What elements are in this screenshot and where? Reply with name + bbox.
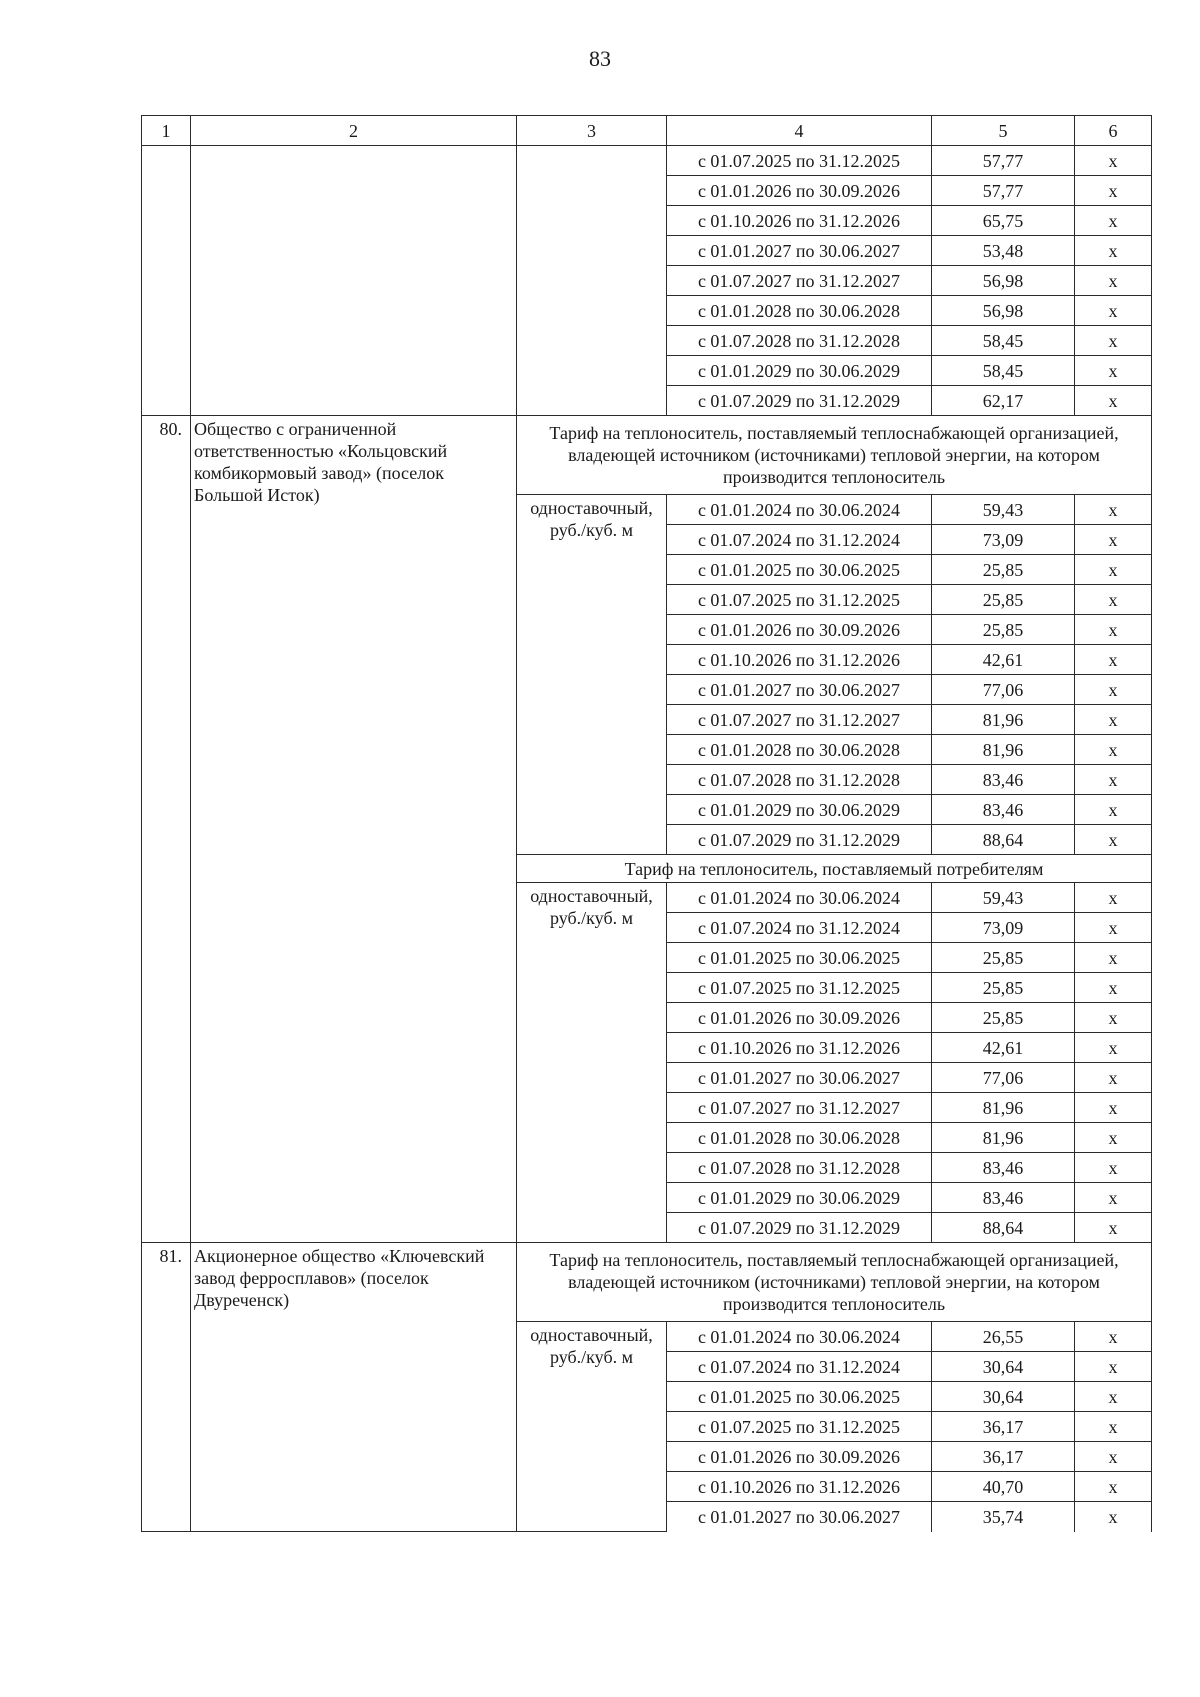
period-cell: с 01.01.2024 по 30.06.2024	[667, 1322, 932, 1352]
mark-cell: x	[1075, 1352, 1152, 1382]
period-cell: с 01.01.2024 по 30.06.2024	[667, 883, 932, 913]
period-cell: с 01.01.2025 по 30.06.2025	[667, 1382, 932, 1412]
mark-cell: x	[1075, 1033, 1152, 1063]
mark-cell: x	[1075, 1472, 1152, 1502]
period-cell: с 01.07.2029 по 31.12.2029	[667, 386, 932, 416]
mark-cell: x	[1075, 913, 1152, 943]
organization-name: Акционерное общество «Ключевский завод ферросплавов» (поселок Двуреченск)	[191, 1243, 517, 1532]
tariff-value-cell: 73,09	[932, 913, 1075, 943]
mark-cell: x	[1075, 585, 1152, 615]
mark-cell: x	[1075, 1382, 1152, 1412]
organization-name: Общество с ограниченной ответственностью «Кольцовский комбикормовый завод» (поселок Большой Исток)	[191, 416, 517, 1243]
mark-cell: x	[1075, 1153, 1152, 1183]
blank-cell	[517, 146, 667, 416]
period-cell: с 01.10.2026 по 31.12.2026	[667, 1472, 932, 1502]
tariff-table	[141, 115, 1152, 1532]
tariff-value-cell: 88,64	[932, 825, 1075, 855]
tariff-value-cell: 73,09	[932, 525, 1075, 555]
tariff-value-cell: 57,77	[932, 146, 1075, 176]
period-cell: с 01.07.2024 по 31.12.2024	[667, 913, 932, 943]
period-cell: с 01.07.2029 по 31.12.2029	[667, 825, 932, 855]
table-row	[142, 1243, 1152, 1322]
period-cell: с 01.10.2026 по 31.12.2026	[667, 206, 932, 236]
mark-cell: x	[1075, 735, 1152, 765]
mark-cell: x	[1075, 645, 1152, 675]
mark-cell: x	[1075, 236, 1152, 266]
tariff-value-cell: 81,96	[932, 705, 1075, 735]
period-cell: с 01.01.2029 по 30.06.2029	[667, 795, 932, 825]
mark-cell: x	[1075, 296, 1152, 326]
period-cell: с 01.01.2027 по 30.06.2027	[667, 675, 932, 705]
tariff-value-cell: 81,96	[932, 1093, 1075, 1123]
mark-cell: x	[1075, 1123, 1152, 1153]
period-cell: с 01.07.2027 по 31.12.2027	[667, 705, 932, 735]
tariff-value-cell: 77,06	[932, 1063, 1075, 1093]
period-cell: с 01.07.2025 по 31.12.2025	[667, 585, 932, 615]
tariff-value-cell: 36,17	[932, 1412, 1075, 1442]
period-cell: с 01.01.2028 по 30.06.2028	[667, 296, 932, 326]
mark-cell: x	[1075, 1442, 1152, 1472]
column-header: 2	[191, 116, 517, 146]
column-header: 5	[932, 116, 1075, 146]
period-cell: с 01.01.2026 по 30.09.2026	[667, 615, 932, 645]
period-cell: с 01.01.2029 по 30.06.2029	[667, 1183, 932, 1213]
mark-cell: x	[1075, 386, 1152, 416]
tariff-value-cell: 25,85	[932, 1003, 1075, 1033]
tariff-value-cell: 35,74	[932, 1502, 1075, 1532]
mark-cell: x	[1075, 883, 1152, 913]
mark-cell: x	[1075, 1003, 1152, 1033]
tariff-value-cell: 81,96	[932, 1123, 1075, 1153]
column-header: 1	[142, 116, 191, 146]
table-row	[142, 146, 1152, 176]
mark-cell: x	[1075, 705, 1152, 735]
period-cell: с 01.01.2027 по 30.06.2027	[667, 236, 932, 266]
period-cell: с 01.01.2024 по 30.06.2024	[667, 495, 932, 525]
mark-cell: x	[1075, 675, 1152, 705]
period-cell: с 01.10.2026 по 31.12.2026	[667, 645, 932, 675]
column-header: 4	[667, 116, 932, 146]
period-cell: с 01.01.2028 по 30.06.2028	[667, 1123, 932, 1153]
period-cell: с 01.07.2029 по 31.12.2029	[667, 1213, 932, 1243]
mark-cell: x	[1075, 1502, 1152, 1532]
tariff-value-cell: 36,17	[932, 1442, 1075, 1472]
section-title: Тариф на теплоноситель, поставляемый потребителям	[517, 855, 1152, 883]
tariff-value-cell: 30,64	[932, 1382, 1075, 1412]
period-cell: с 01.07.2025 по 31.12.2025	[667, 973, 932, 1003]
mark-cell: x	[1075, 356, 1152, 386]
tariff-value-cell: 58,45	[932, 356, 1075, 386]
period-cell: с 01.07.2025 по 31.12.2025	[667, 1412, 932, 1442]
tariff-value-cell: 59,43	[932, 495, 1075, 525]
unit-cell: одноставочный, руб./куб. м	[517, 1322, 667, 1532]
tariff-value-cell: 30,64	[932, 1352, 1075, 1382]
mark-cell: x	[1075, 206, 1152, 236]
period-cell: с 01.01.2026 по 30.09.2026	[667, 176, 932, 206]
tariff-value-cell: 40,70	[932, 1472, 1075, 1502]
mark-cell: x	[1075, 1322, 1152, 1352]
mark-cell: x	[1075, 266, 1152, 296]
table-row	[142, 416, 1152, 495]
entry-number: 80.	[142, 416, 191, 1243]
mark-cell: x	[1075, 525, 1152, 555]
period-cell: с 01.01.2028 по 30.06.2028	[667, 735, 932, 765]
column-header: 6	[1075, 116, 1152, 146]
mark-cell: x	[1075, 1063, 1152, 1093]
mark-cell: x	[1075, 615, 1152, 645]
mark-cell: x	[1075, 146, 1152, 176]
period-cell: с 01.01.2026 по 30.09.2026	[667, 1003, 932, 1033]
blank-cell	[142, 146, 191, 416]
tariff-value-cell: 25,85	[932, 585, 1075, 615]
period-cell: с 01.01.2026 по 30.09.2026	[667, 1442, 932, 1472]
tariff-value-cell: 77,06	[932, 675, 1075, 705]
tariff-value-cell: 25,85	[932, 973, 1075, 1003]
tariff-value-cell: 62,17	[932, 386, 1075, 416]
unit-cell: одноставочный, руб./куб. м	[517, 883, 667, 1243]
tariff-value-cell: 83,46	[932, 765, 1075, 795]
tariff-value-cell: 26,55	[932, 1322, 1075, 1352]
mark-cell: x	[1075, 555, 1152, 585]
mark-cell: x	[1075, 973, 1152, 1003]
tariff-value-cell: 42,61	[932, 1033, 1075, 1063]
mark-cell: x	[1075, 943, 1152, 973]
mark-cell: x	[1075, 795, 1152, 825]
tariff-value-cell: 81,96	[932, 735, 1075, 765]
mark-cell: x	[1075, 326, 1152, 356]
tariff-value-cell: 56,98	[932, 296, 1075, 326]
entry-number: 81.	[142, 1243, 191, 1532]
tariff-value-cell: 58,45	[932, 326, 1075, 356]
table-row	[142, 116, 1152, 146]
tariff-value-cell: 88,64	[932, 1213, 1075, 1243]
period-cell: с 01.10.2026 по 31.12.2026	[667, 1033, 932, 1063]
period-cell: с 01.07.2027 по 31.12.2027	[667, 266, 932, 296]
tariff-value-cell: 42,61	[932, 645, 1075, 675]
tariff-value-cell: 57,77	[932, 176, 1075, 206]
mark-cell: x	[1075, 1213, 1152, 1243]
period-cell: с 01.01.2025 по 30.06.2025	[667, 943, 932, 973]
period-cell: с 01.07.2024 по 31.12.2024	[667, 1352, 932, 1382]
period-cell: с 01.07.2027 по 31.12.2027	[667, 1093, 932, 1123]
mark-cell: x	[1075, 1183, 1152, 1213]
column-header: 3	[517, 116, 667, 146]
period-cell: с 01.01.2025 по 30.06.2025	[667, 555, 932, 585]
unit-cell: одноставочный, руб./куб. м	[517, 495, 667, 855]
tariff-value-cell: 83,46	[932, 795, 1075, 825]
tariff-value-cell: 65,75	[932, 206, 1075, 236]
tariff-value-cell: 83,46	[932, 1183, 1075, 1213]
page-number: 83	[589, 46, 611, 71]
period-cell: с 01.01.2029 по 30.06.2029	[667, 356, 932, 386]
tariff-value-cell: 53,48	[932, 236, 1075, 266]
period-cell: с 01.07.2028 по 31.12.2028	[667, 765, 932, 795]
tariff-value-cell: 59,43	[932, 883, 1075, 913]
tariff-value-cell: 25,85	[932, 615, 1075, 645]
mark-cell: x	[1075, 825, 1152, 855]
mark-cell: x	[1075, 765, 1152, 795]
tariff-value-cell: 25,85	[932, 555, 1075, 585]
tariff-value-cell: 25,85	[932, 943, 1075, 973]
mark-cell: x	[1075, 1412, 1152, 1442]
period-cell: с 01.07.2025 по 31.12.2025	[667, 146, 932, 176]
period-cell: с 01.07.2024 по 31.12.2024	[667, 525, 932, 555]
tariff-value-cell: 83,46	[932, 1153, 1075, 1183]
period-cell: с 01.07.2028 по 31.12.2028	[667, 1153, 932, 1183]
tariff-value-cell: 56,98	[932, 266, 1075, 296]
period-cell: с 01.07.2028 по 31.12.2028	[667, 326, 932, 356]
period-cell: с 01.01.2027 по 30.06.2027	[667, 1502, 932, 1532]
mark-cell: x	[1075, 1093, 1152, 1123]
period-cell: с 01.01.2027 по 30.06.2027	[667, 1063, 932, 1093]
mark-cell: x	[1075, 176, 1152, 206]
section-title: Тариф на теплоноситель, поставляемый теплоснабжающей организацией, владеющей источником (источниками) тепловой энергии, на котором производится теплоноситель	[517, 1243, 1152, 1322]
section-title: Тариф на теплоноситель, поставляемый теплоснабжающей организацией, владеющей источником (источниками) тепловой энергии, на котором производится теплоноситель	[517, 416, 1152, 495]
mark-cell: x	[1075, 495, 1152, 525]
blank-cell	[191, 146, 517, 416]
